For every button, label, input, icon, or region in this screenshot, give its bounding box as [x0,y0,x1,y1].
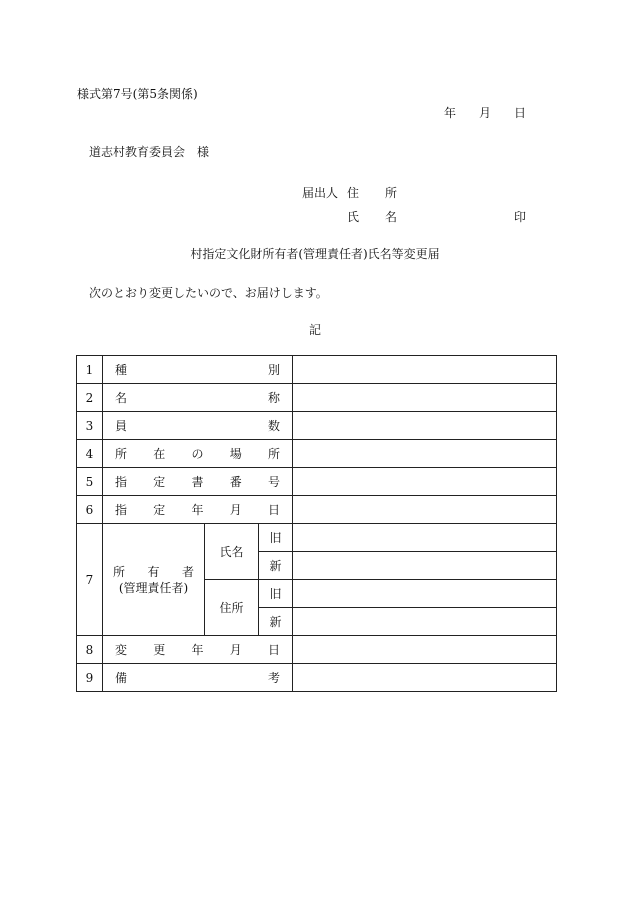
row-number: 8 [77,636,103,664]
ki-mark: 記 [308,323,321,337]
new-label: 新 [259,608,293,636]
old-label: 旧 [259,524,293,552]
name-char: 名 [384,210,397,224]
table-row [77,664,557,692]
row-number: 5 [77,468,103,496]
owner-address-old-cell[interactable] [293,580,557,608]
addressee: 道志村教育委員会 様 [89,145,210,159]
row-label: 名 称 [103,384,293,412]
row-number: 4 [77,440,103,468]
name-char: 氏 [347,210,360,224]
row-label: 所 在 の 場 所 [103,440,293,468]
intro-text: 次のとおり変更したいので、お届けします。 [89,286,328,300]
value-cell[interactable] [293,412,557,440]
row-number: 7 [77,524,103,636]
seal-mark: 印 [514,210,527,224]
row-label: 員 数 [103,412,293,440]
owner-label: 所 有 者 (管理責任者) [103,524,205,636]
table-row [77,384,557,412]
row-label: 指 定 書 番 号 [103,468,293,496]
value-cell[interactable] [293,636,557,664]
old-label: 旧 [259,580,293,608]
value-cell[interactable] [293,440,557,468]
details-table [76,355,557,692]
row-label: 指 定 年 月 日 [103,496,293,524]
owner-address-new-cell[interactable] [293,608,557,636]
document-title: 村指定文化財所有者(管理責任者)氏名等変更届 [190,247,440,261]
table-row [77,412,557,440]
applicant-name-label [347,208,397,225]
row-label: 種 別 [103,356,293,384]
value-cell[interactable] [293,468,557,496]
form-number: 様式第7号(第5条関係) [77,87,198,101]
table-row [77,496,557,524]
date-line [444,104,526,121]
row-label: 備 考 [103,664,293,692]
value-cell[interactable] [293,496,557,524]
row-number: 2 [77,384,103,412]
table-row [77,468,557,496]
value-cell[interactable] [293,356,557,384]
table-row [77,636,557,664]
address-char: 所 [384,186,397,200]
applicant-address-label [347,184,397,201]
applicant-label: 届出人 [302,186,339,200]
date-day: 日 [513,106,526,120]
table-row [77,440,557,468]
value-cell[interactable] [293,384,557,412]
row-label: 変 更 年 月 日 [103,636,293,664]
row-number: 1 [77,356,103,384]
owner-sublabel: (管理責任者) [118,580,189,595]
value-cell[interactable] [293,664,557,692]
new-label: 新 [259,552,293,580]
row-number: 6 [77,496,103,524]
row-number: 9 [77,664,103,692]
row-number: 3 [77,412,103,440]
owner-name-new-cell[interactable] [293,552,557,580]
table-row [77,356,557,384]
owner-address-label: 住所 [205,580,259,636]
address-char: 住 [347,186,360,200]
owner-name-old-cell[interactable] [293,524,557,552]
owner-name-label: 氏名 [205,524,259,580]
date-year: 年 [444,106,457,120]
table-row [77,524,557,552]
date-month: 月 [478,106,491,120]
